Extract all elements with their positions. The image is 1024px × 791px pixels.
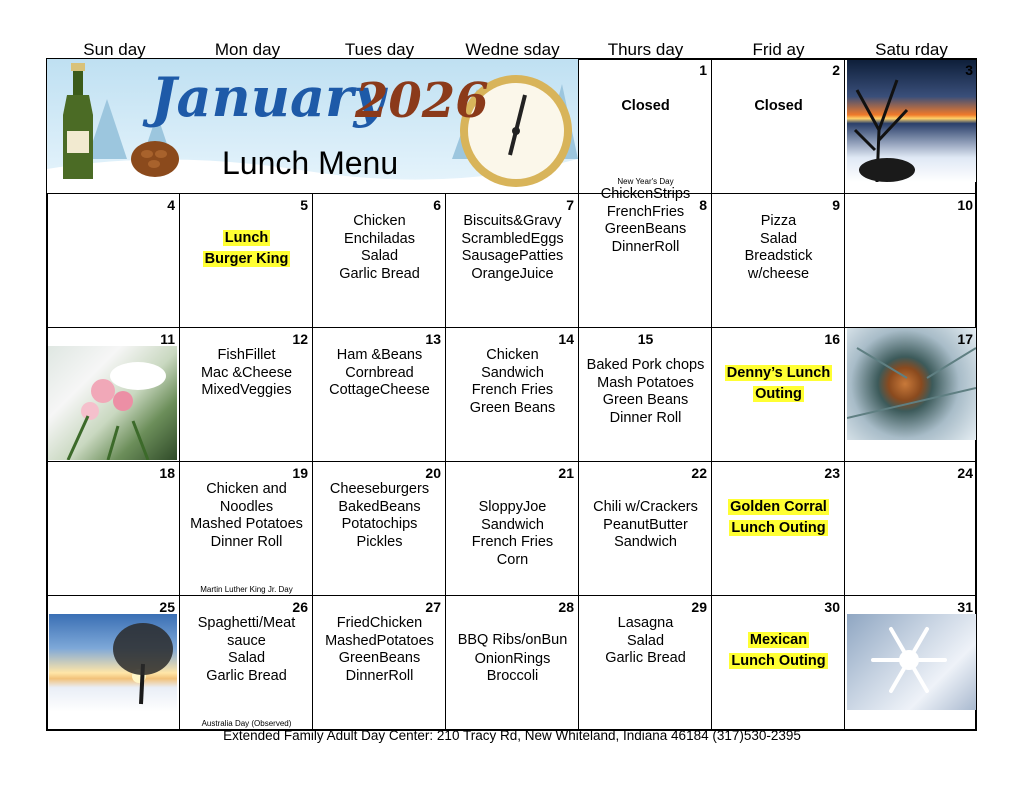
day-number: 16 bbox=[824, 331, 840, 347]
day-number: 11 bbox=[160, 331, 175, 347]
menu-item: Corn bbox=[496, 551, 529, 568]
day-number: 26 bbox=[292, 599, 308, 615]
day-number: 21 bbox=[558, 465, 574, 481]
menu-item: ChickenStrips bbox=[600, 186, 691, 202]
menu-item: Breadstick bbox=[744, 248, 813, 264]
menu-item: CottageCheese bbox=[329, 382, 430, 398]
banner-month: January bbox=[151, 65, 385, 129]
closed-label: Closed bbox=[621, 98, 670, 114]
menu-item: FriedChicken bbox=[336, 615, 423, 631]
menu-item: ScrambledEggs bbox=[461, 230, 564, 247]
menu-item: SloppyJoe bbox=[478, 499, 547, 515]
menu-items bbox=[446, 213, 579, 283]
menu-item: Cornbread bbox=[345, 364, 414, 381]
menu-items bbox=[180, 615, 313, 685]
menu-item: Sandwich bbox=[614, 534, 677, 550]
menu-items bbox=[313, 213, 446, 283]
day-number: 8 bbox=[699, 197, 707, 213]
menu-item: Noodles bbox=[219, 498, 274, 515]
menu-item: French Fries bbox=[471, 534, 554, 550]
menu-items bbox=[313, 347, 446, 400]
weekday-sunday: Sun day bbox=[83, 40, 146, 59]
menu-item: Salad bbox=[626, 632, 665, 649]
menu-item: MixedVeggies bbox=[201, 382, 292, 398]
menu-item: French Fries bbox=[471, 382, 554, 398]
weekday-wednesday: Wedne sday bbox=[465, 40, 560, 59]
menu-items bbox=[579, 499, 712, 552]
menu-item: BakedBeans bbox=[338, 498, 421, 515]
menu-items bbox=[446, 499, 579, 569]
menu-items bbox=[180, 347, 313, 400]
menu-item: Sandwich bbox=[481, 516, 544, 533]
outing-line: Burger King bbox=[204, 251, 289, 267]
day-number: 30 bbox=[824, 599, 840, 615]
day-number: 12 bbox=[292, 331, 308, 347]
outing-line: Lunch Outing bbox=[731, 653, 826, 669]
menu-item: sauce bbox=[227, 632, 266, 649]
menu-item: Garlic Bread bbox=[339, 265, 420, 282]
menu-item: Chicken bbox=[486, 347, 539, 363]
menu-item: FrenchFries bbox=[606, 203, 685, 220]
menu-item: Dinner Roll bbox=[609, 409, 682, 426]
outing-line: Mexican bbox=[749, 632, 808, 648]
day-number: 2 bbox=[832, 62, 840, 78]
day-number: 3 bbox=[965, 62, 973, 78]
menu-item: Potatochips bbox=[341, 516, 418, 532]
snowflake-photo bbox=[847, 614, 976, 710]
menu-item: BBQ Ribs/onBun bbox=[457, 632, 568, 648]
menu-item: Green Beans bbox=[602, 392, 689, 408]
winter-sunset-photo bbox=[847, 60, 976, 182]
menu-item: GreenBeans bbox=[338, 650, 421, 666]
menu-item: Lasagna bbox=[617, 615, 674, 631]
day-number: 19 bbox=[292, 465, 308, 481]
lunch-outing bbox=[712, 363, 845, 405]
day-number: 6 bbox=[433, 197, 441, 213]
day-number: 31 bbox=[957, 599, 973, 615]
banner bbox=[47, 59, 578, 193]
weekday-monday: Mon day bbox=[214, 40, 281, 59]
menu-item: SausagePatties bbox=[461, 248, 564, 264]
day-number: 29 bbox=[691, 599, 707, 615]
holiday-note: New Year's Day bbox=[617, 177, 674, 186]
champagne-bottle-icon bbox=[63, 63, 93, 179]
menu-item: Sandwich bbox=[481, 364, 544, 381]
menu-item: Mash Potatoes bbox=[597, 374, 694, 391]
day-number: 15 bbox=[637, 331, 654, 347]
tree-icon bbox=[49, 614, 177, 712]
outing-line: Lunch Outing bbox=[731, 520, 826, 536]
holiday-note: Martin Luther King Jr. Day bbox=[200, 585, 293, 594]
day-number: 13 bbox=[425, 331, 441, 347]
lunch-outing bbox=[712, 497, 845, 539]
menu-item: Cheeseburgers bbox=[329, 481, 430, 497]
menu-items bbox=[579, 615, 712, 668]
day-number: 22 bbox=[691, 465, 707, 481]
menu-item: Chili w/Crackers bbox=[593, 499, 698, 515]
menu-item: Green Beans bbox=[469, 399, 556, 416]
menu-item: OnionRings bbox=[474, 650, 551, 667]
winter-tree-sunset-photo bbox=[49, 614, 177, 712]
weekday-thursday: Thurs day bbox=[607, 40, 684, 59]
menu-items bbox=[712, 213, 845, 283]
outing-line: Outing bbox=[755, 386, 802, 402]
menu-item: Pickles bbox=[356, 533, 403, 550]
menu-item: Mashed Potatoes bbox=[190, 516, 303, 532]
bare-tree-icon bbox=[847, 60, 976, 182]
menu-item: Mac &Cheese bbox=[200, 364, 293, 381]
menu-items bbox=[313, 615, 446, 685]
weekday-saturday: Satu rday bbox=[875, 40, 948, 59]
menu-item: Baked Pork chops bbox=[586, 357, 705, 373]
center-address-footer: Extended Family Adult Day Center: 210 Tracy Rd, New Whiteland, Indiana 46184 (317)530-2395 bbox=[223, 728, 801, 743]
menu-item: Chicken and bbox=[206, 481, 287, 497]
lunch-outing bbox=[712, 630, 845, 672]
menu-items bbox=[180, 481, 313, 551]
lunch-outing bbox=[180, 228, 313, 270]
menu-item: FishFillet bbox=[217, 347, 276, 363]
menu-item: Salad bbox=[759, 230, 798, 247]
day-number: 4 bbox=[167, 197, 175, 213]
day-number: 17 bbox=[957, 331, 973, 347]
pine-cone-icon bbox=[131, 141, 179, 177]
menu-item: GreenBeans bbox=[604, 221, 687, 237]
day-number: 1 bbox=[699, 62, 707, 78]
menu-items bbox=[446, 633, 579, 686]
banner-year: 2026 bbox=[355, 73, 489, 129]
menu-item: Spaghetti/Meat bbox=[197, 615, 296, 631]
day-number: 25 bbox=[159, 599, 175, 615]
day-number: 24 bbox=[957, 465, 973, 481]
day-number: 23 bbox=[824, 465, 840, 481]
menu-items bbox=[579, 357, 712, 427]
day-number: 7 bbox=[566, 197, 574, 213]
menu-item: Ham &Beans bbox=[336, 347, 423, 363]
menu-item: PeanutButter bbox=[603, 516, 688, 533]
menu-item: Salad bbox=[227, 650, 266, 666]
menu-item: Biscuits&Gravy bbox=[463, 213, 562, 229]
menu-item: w/cheese bbox=[747, 265, 810, 282]
weekday-tuesday: Tues day bbox=[344, 40, 415, 59]
day-number: 27 bbox=[425, 599, 441, 615]
menu-item: Garlic Bread bbox=[206, 667, 287, 684]
menu-item: Enchiladas bbox=[344, 230, 415, 247]
menu-item: Pizza bbox=[760, 213, 797, 229]
day-number: 20 bbox=[425, 465, 441, 481]
day-number: 14 bbox=[558, 331, 574, 347]
snowflake-icon bbox=[847, 614, 976, 710]
menu-item: OrangeJuice bbox=[471, 265, 554, 282]
closed-label: Closed bbox=[754, 98, 803, 114]
outing-line: Denny’s Lunch bbox=[726, 365, 831, 381]
menu-item: Salad bbox=[360, 248, 399, 264]
day-number: 18 bbox=[159, 465, 175, 481]
weekday-friday: Frid ay bbox=[752, 40, 805, 59]
outing-line: Lunch bbox=[224, 230, 269, 246]
menu-items bbox=[579, 186, 712, 256]
menu-items bbox=[313, 481, 446, 551]
day-number: 5 bbox=[300, 197, 308, 213]
flower-icon bbox=[48, 346, 177, 460]
menu-items bbox=[446, 347, 579, 417]
menu-item: Garlic Bread bbox=[605, 650, 686, 666]
outing-line: Golden Corral bbox=[730, 499, 827, 515]
holiday-note: Australia Day (Observed) bbox=[201, 719, 292, 728]
menu-item: MashedPotatoes bbox=[325, 632, 434, 649]
menu-item: Dinner Roll bbox=[210, 533, 283, 550]
day-number: 28 bbox=[558, 599, 574, 615]
day-number: 9 bbox=[832, 197, 840, 213]
menu-item: DinnerRoll bbox=[345, 667, 414, 684]
menu-item: Chicken bbox=[353, 213, 406, 229]
banner-subtitle: Lunch Menu bbox=[222, 145, 399, 181]
snowy-flowers-photo bbox=[48, 346, 177, 460]
menu-item: Broccoli bbox=[486, 668, 539, 684]
day-number: 10 bbox=[957, 197, 973, 213]
menu-item: DinnerRoll bbox=[611, 238, 680, 255]
